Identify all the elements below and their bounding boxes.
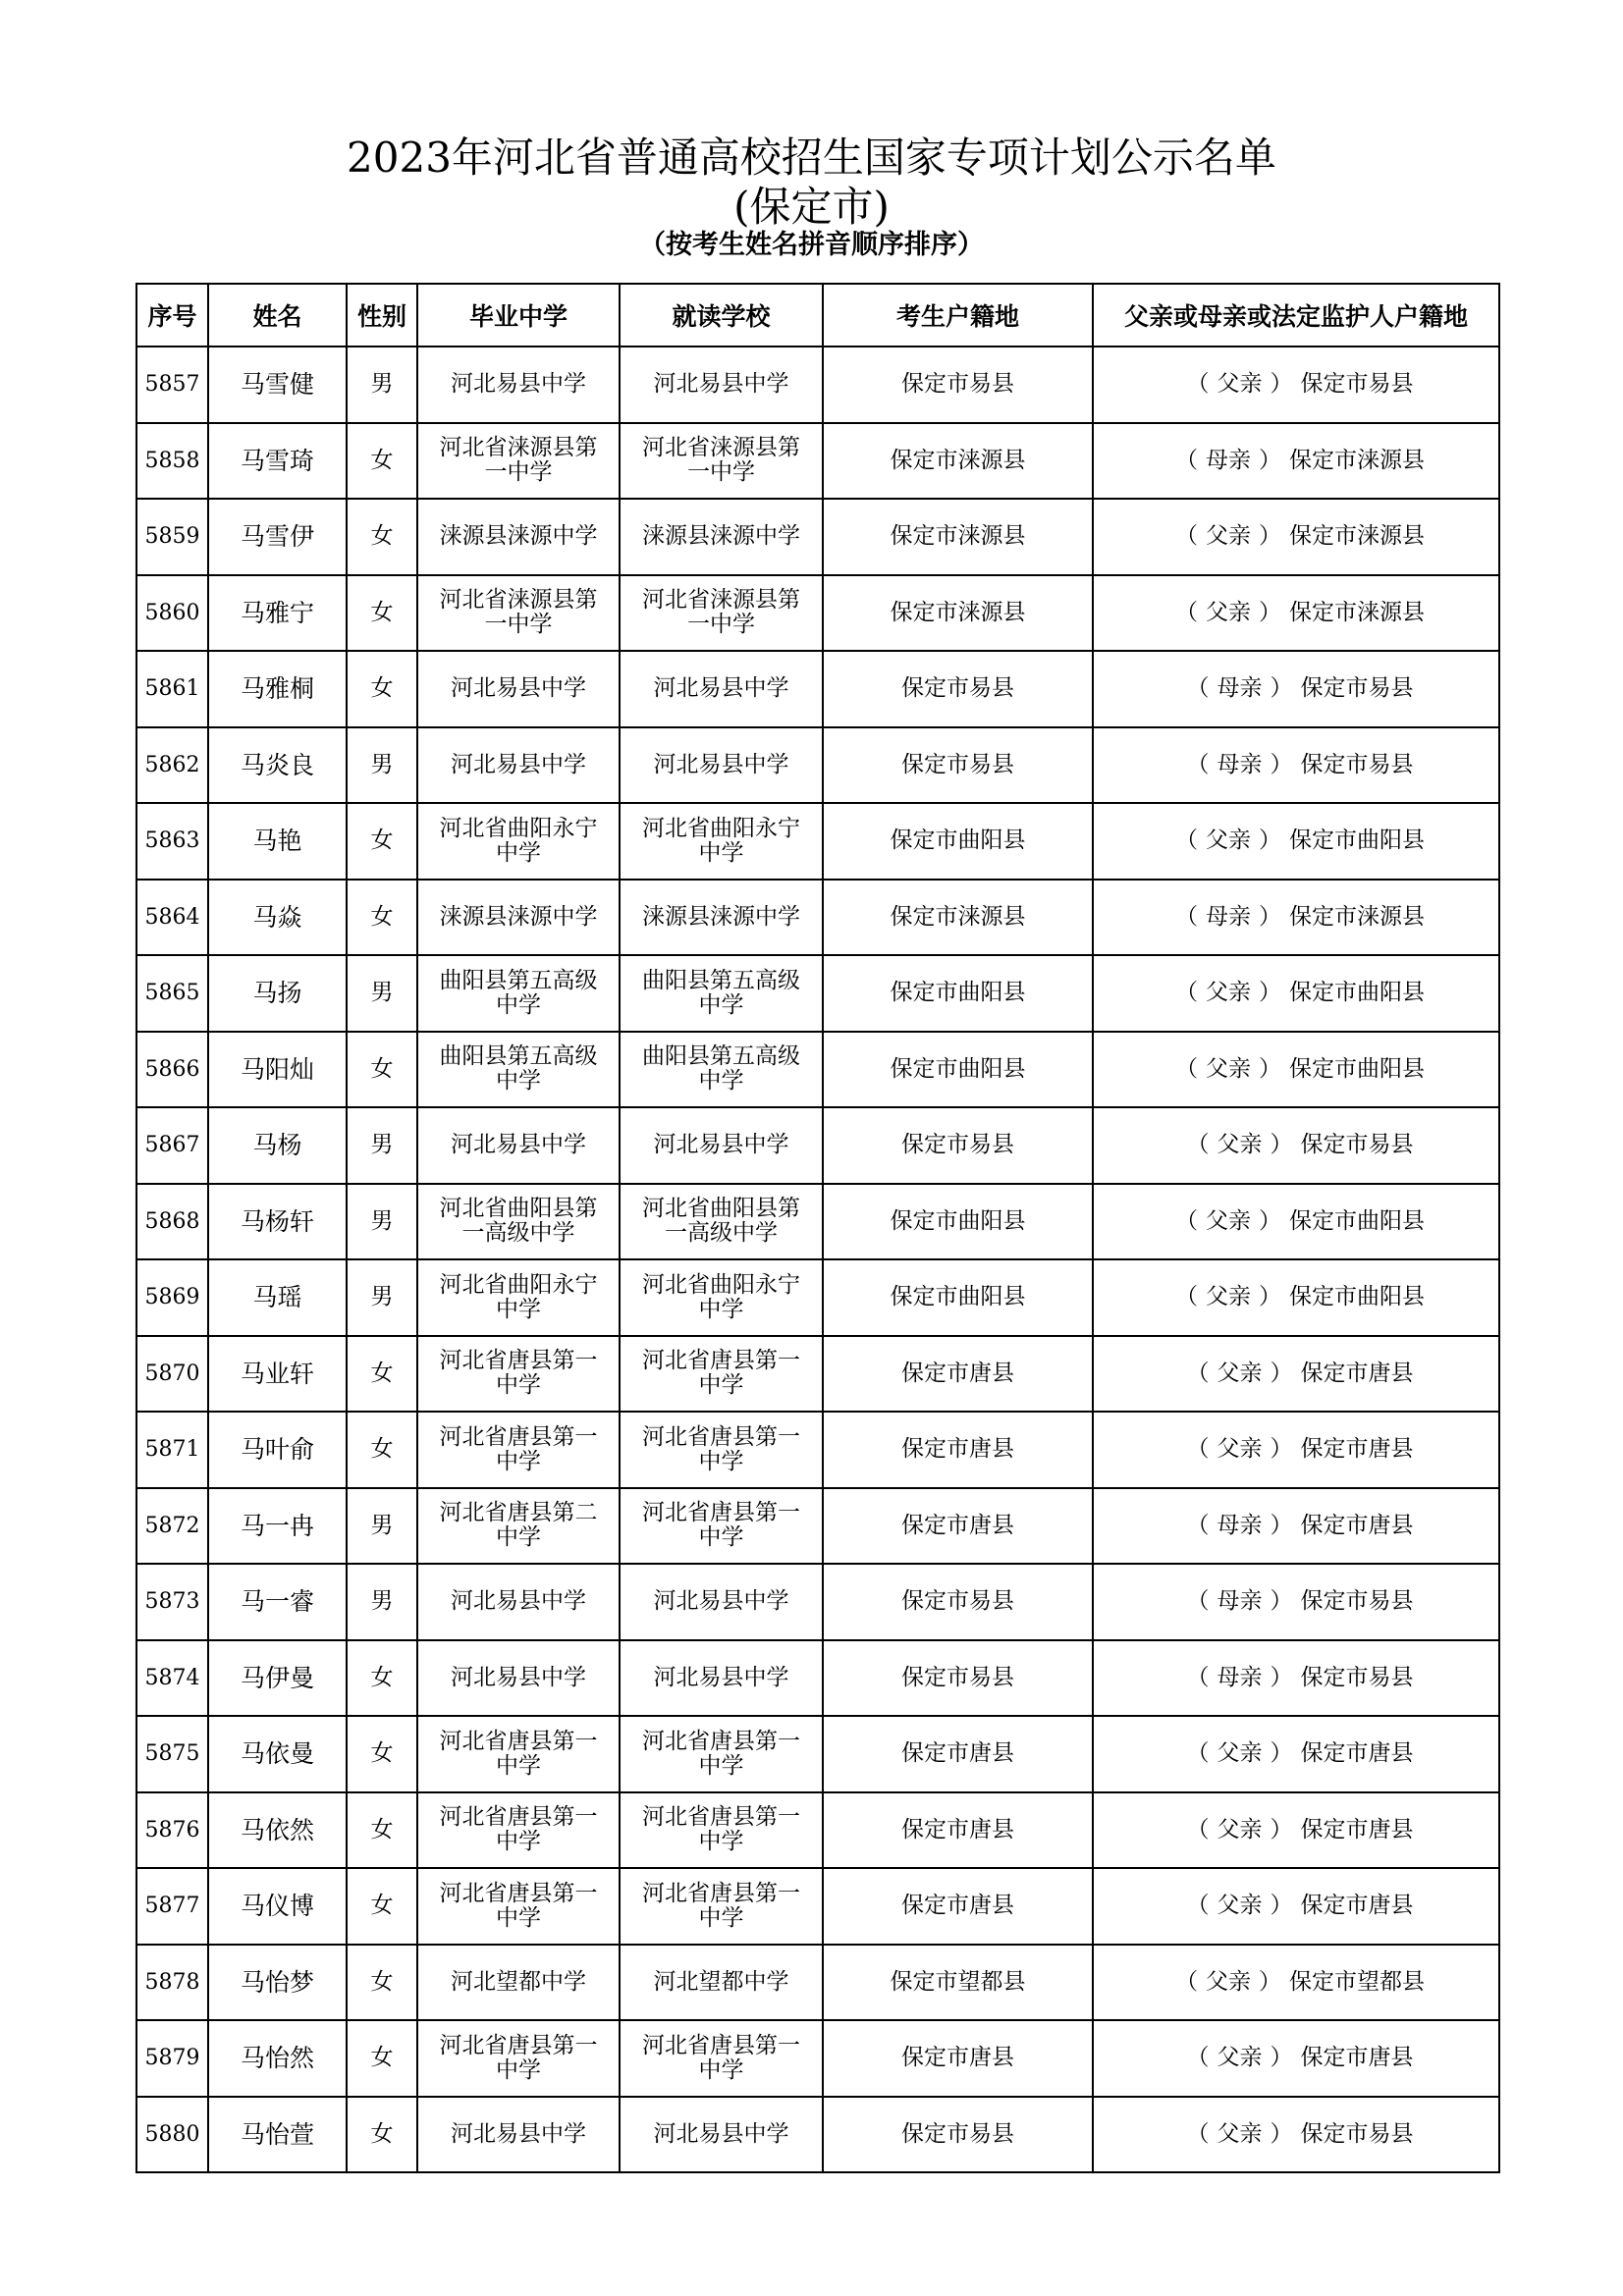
cell-grad-school: 河北省唐县第一中学: [417, 1868, 620, 1945]
cell-name: 马怡萱: [208, 2097, 347, 2173]
cell-household: 保定市唐县: [823, 1868, 1093, 1945]
cell-no: 5860: [136, 575, 208, 652]
table-row: [136, 1032, 1499, 1108]
cell-no: 5858: [136, 423, 208, 500]
cell-guardian-household: （ 父亲 ） 保定市涞源县: [1093, 575, 1499, 652]
cell-guardian-household: （ 父亲 ） 保定市易县: [1093, 1107, 1499, 1184]
cell-no: 5864: [136, 880, 208, 956]
guardian-relation: 父亲: [1206, 1207, 1251, 1234]
table-row: [136, 575, 1499, 652]
cell-no: 5879: [136, 2020, 208, 2097]
cell-household: 保定市易县: [823, 1640, 1093, 1717]
cell-grad-school: 河北易县中学: [417, 1564, 620, 1640]
cell-no: 5870: [136, 1336, 208, 1413]
cell-gender: 女: [347, 1792, 417, 1869]
cell-gender: 女: [347, 2097, 417, 2173]
cell-grad-school: 河北省唐县第一中学: [417, 1336, 620, 1413]
table-row: [136, 1259, 1499, 1336]
guardian-household: 保定市易县: [1300, 1588, 1414, 1615]
cell-household: 保定市唐县: [823, 1792, 1093, 1869]
cell-guardian-household: （ 父亲 ） 保定市曲阳县: [1093, 1184, 1499, 1260]
cell-guardian-household: （ 母亲 ） 保定市涞源县: [1093, 880, 1499, 956]
cell-gender: 男: [347, 347, 417, 423]
column-header-current-school: 就读学校: [620, 284, 823, 347]
table-row: [136, 1336, 1499, 1413]
cell-guardian-household: （ 父亲 ） 保定市易县: [1093, 347, 1499, 423]
cell-name: 马雪健: [208, 347, 347, 423]
cell-name: 马雪伊: [208, 499, 347, 575]
cell-name: 马仪博: [208, 1868, 347, 1945]
cell-grad-school: 河北省唐县第一中学: [417, 1412, 620, 1488]
cell-name: 马雅桐: [208, 651, 347, 727]
cell-no: 5866: [136, 1032, 208, 1108]
guardian-relation: 母亲: [1217, 1588, 1263, 1615]
guardian-household: 保定市曲阳县: [1289, 1284, 1425, 1310]
cell-guardian-household: （ 父亲 ） 保定市唐县: [1093, 2020, 1499, 2097]
cell-current-school: 曲阳县第五高级中学: [620, 1032, 823, 1108]
guardian-household: 保定市易县: [1300, 675, 1414, 702]
guardian-household: 保定市易县: [1300, 751, 1414, 777]
table-row: [136, 1412, 1499, 1488]
cell-no: 5869: [136, 1259, 208, 1336]
cell-household: 保定市望都县: [823, 1945, 1093, 2021]
cell-name: 马业轩: [208, 1336, 347, 1413]
cell-current-school: 河北省唐县第一中学: [620, 1336, 823, 1413]
cell-no: 5863: [136, 803, 208, 880]
cell-current-school: 河北省唐县第一中学: [620, 1488, 823, 1565]
cell-current-school: 河北省唐县第一中学: [620, 1716, 823, 1792]
cell-no: 5871: [136, 1412, 208, 1488]
cell-guardian-household: （ 母亲 ） 保定市易县: [1093, 727, 1499, 804]
cell-guardian-household: （ 父亲 ） 保定市涞源县: [1093, 499, 1499, 575]
cell-household: 保定市曲阳县: [823, 803, 1093, 880]
table-row: [136, 499, 1499, 575]
cell-current-school: 河北省曲阳永宁中学: [620, 803, 823, 880]
guardian-relation: 父亲: [1217, 1816, 1263, 1842]
cell-guardian-household: （ 父亲 ） 保定市曲阳县: [1093, 955, 1499, 1032]
cell-grad-school: 河北省曲阳永宁中学: [417, 1259, 620, 1336]
cell-guardian-household: （ 父亲 ） 保定市曲阳县: [1093, 1032, 1499, 1108]
guardian-household: 保定市易县: [1300, 371, 1414, 398]
cell-no: 5857: [136, 347, 208, 423]
cell-guardian-household: （ 母亲 ） 保定市涞源县: [1093, 423, 1499, 500]
cell-name: 马杨轩: [208, 1184, 347, 1260]
cell-grad-school: 河北易县中学: [417, 727, 620, 804]
guardian-relation: 父亲: [1206, 828, 1251, 854]
cell-no: 5873: [136, 1564, 208, 1640]
cell-no: 5861: [136, 651, 208, 727]
cell-guardian-household: （ 母亲 ） 保定市易县: [1093, 1640, 1499, 1717]
table-row: [136, 2020, 1499, 2097]
cell-guardian-household: （ 父亲 ） 保定市易县: [1093, 2097, 1499, 2173]
cell-guardian-household: （ 父亲 ） 保定市唐县: [1093, 1792, 1499, 1869]
cell-guardian-household: （ 父亲 ） 保定市唐县: [1093, 1868, 1499, 1945]
cell-household: 保定市曲阳县: [823, 1032, 1093, 1108]
cell-grad-school: 河北易县中学: [417, 1640, 620, 1717]
cell-gender: 女: [347, 1640, 417, 1717]
cell-household: 保定市涞源县: [823, 575, 1093, 652]
guardian-household: 保定市唐县: [1300, 1816, 1414, 1842]
guardian-household: 保定市涞源县: [1289, 447, 1425, 473]
page-title: 2023年河北省普通高校招生国家专项计划公示名单: [347, 133, 1276, 182]
cell-name: 马依曼: [208, 1716, 347, 1792]
cell-household: 保定市易县: [823, 2097, 1093, 2173]
cell-gender: 女: [347, 1945, 417, 2021]
cell-gender: 男: [347, 1564, 417, 1640]
cell-grad-school: 曲阳县第五高级中学: [417, 955, 620, 1032]
guardian-relation: 母亲: [1217, 675, 1263, 702]
cell-current-school: 河北易县中学: [620, 2097, 823, 2173]
guardian-household: 保定市唐县: [1300, 1360, 1414, 1386]
cell-current-school: 河北易县中学: [620, 347, 823, 423]
guardian-relation: 母亲: [1217, 1512, 1263, 1538]
cell-name: 马杨: [208, 1107, 347, 1184]
table-row: [136, 2097, 1499, 2173]
cell-household: 保定市曲阳县: [823, 1184, 1093, 1260]
cell-current-school: 河北省涞源县第一中学: [620, 423, 823, 500]
table-row: [136, 1945, 1499, 2021]
guardian-household: 保定市曲阳县: [1289, 980, 1425, 1006]
cell-gender: 男: [347, 727, 417, 804]
cell-current-school: 曲阳县第五高级中学: [620, 955, 823, 1032]
cell-grad-school: 河北易县中学: [417, 347, 620, 423]
guardian-relation: 父亲: [1217, 2120, 1263, 2147]
sort-note: （按考生姓名拼音顺序排序）: [639, 230, 984, 260]
table-row: [136, 1488, 1499, 1565]
cell-no: 5877: [136, 1868, 208, 1945]
table-header-row: [136, 284, 1499, 347]
cell-gender: 女: [347, 2020, 417, 2097]
guardian-relation: 父亲: [1217, 1740, 1263, 1767]
guardian-household: 保定市唐县: [1300, 1436, 1414, 1463]
table-row: [136, 1868, 1499, 1945]
cell-guardian-household: （ 母亲 ） 保定市易县: [1093, 651, 1499, 727]
cell-name: 马艳: [208, 803, 347, 880]
cell-grad-school: 河北易县中学: [417, 2097, 620, 2173]
column-header-no: 序号: [136, 284, 208, 347]
table-row: [136, 1716, 1499, 1792]
cell-no: 5867: [136, 1107, 208, 1184]
cell-no: 5878: [136, 1945, 208, 2021]
guardian-household: 保定市曲阳县: [1289, 828, 1425, 854]
table-row: [136, 803, 1499, 880]
table-row: [136, 347, 1499, 423]
cell-current-school: 河北易县中学: [620, 1107, 823, 1184]
guardian-relation: 父亲: [1217, 1360, 1263, 1386]
cell-grad-school: 河北省涞源县第一中学: [417, 423, 620, 500]
guardian-household: 保定市易县: [1300, 2120, 1414, 2147]
cell-gender: 女: [347, 1336, 417, 1413]
guardian-household: 保定市易县: [1300, 1664, 1414, 1690]
cell-current-school: 河北易县中学: [620, 1640, 823, 1717]
cell-name: 马炎良: [208, 727, 347, 804]
cell-name: 马伊曼: [208, 1640, 347, 1717]
cell-gender: 女: [347, 575, 417, 652]
guardian-relation: 母亲: [1217, 751, 1263, 777]
guardian-household: 保定市涞源县: [1289, 523, 1425, 550]
cell-grad-school: 河北省曲阳永宁中学: [417, 803, 620, 880]
cell-gender: 女: [347, 803, 417, 880]
cell-grad-school: 河北省唐县第一中学: [417, 2020, 620, 2097]
guardian-household: 保定市易县: [1300, 1132, 1414, 1158]
guardian-household: 保定市望都县: [1289, 1968, 1425, 1995]
cell-household: 保定市曲阳县: [823, 955, 1093, 1032]
guardian-relation: 父亲: [1217, 2045, 1263, 2071]
cell-current-school: 涞源县涞源中学: [620, 499, 823, 575]
table-row: [136, 880, 1499, 956]
table-row: [136, 955, 1499, 1032]
cell-current-school: 河北省唐县第一中学: [620, 1868, 823, 1945]
table-row: [136, 1640, 1499, 1717]
guardian-relation: 父亲: [1206, 1055, 1251, 1082]
cell-name: 马一冉: [208, 1488, 347, 1565]
cell-household: 保定市涞源县: [823, 880, 1093, 956]
guardian-relation: 父亲: [1206, 1284, 1251, 1310]
cell-current-school: 河北望都中学: [620, 1945, 823, 2021]
cell-grad-school: 河北易县中学: [417, 1107, 620, 1184]
cell-name: 马怡然: [208, 2020, 347, 2097]
guardian-household: 保定市唐县: [1300, 1740, 1414, 1767]
cell-grad-school: 河北省唐县第一中学: [417, 1716, 620, 1792]
cell-gender: 女: [347, 880, 417, 956]
guardian-relation: 母亲: [1206, 447, 1251, 473]
table-row: [136, 1792, 1499, 1869]
cell-grad-school: 涞源县涞源中学: [417, 499, 620, 575]
cell-household: 保定市曲阳县: [823, 1259, 1093, 1336]
guardian-household: 保定市涞源县: [1289, 903, 1425, 930]
cell-current-school: 河北易县中学: [620, 651, 823, 727]
cell-gender: 男: [347, 955, 417, 1032]
cell-current-school: 河北易县中学: [620, 1564, 823, 1640]
cell-grad-school: 河北省唐县第二中学: [417, 1488, 620, 1565]
cell-no: 5872: [136, 1488, 208, 1565]
cell-grad-school: 河北易县中学: [417, 651, 620, 727]
cell-name: 马雪琦: [208, 423, 347, 500]
page-subtitle: (保定市): [733, 183, 890, 231]
cell-household: 保定市唐县: [823, 1412, 1093, 1488]
cell-name: 马焱: [208, 880, 347, 956]
cell-grad-school: 河北省曲阳县第一高级中学: [417, 1184, 620, 1260]
cell-guardian-household: （ 父亲 ） 保定市望都县: [1093, 1945, 1499, 2021]
guardian-relation: 父亲: [1206, 523, 1251, 550]
column-header-household: 考生户籍地: [823, 284, 1093, 347]
guardian-household: 保定市曲阳县: [1289, 1207, 1425, 1234]
cell-current-school: 河北省唐县第一中学: [620, 2020, 823, 2097]
guardian-household: 保定市曲阳县: [1289, 1055, 1425, 1082]
cell-name: 马叶俞: [208, 1412, 347, 1488]
guardian-relation: 父亲: [1217, 371, 1263, 398]
guardian-relation: 母亲: [1206, 903, 1251, 930]
cell-gender: 女: [347, 1716, 417, 1792]
cell-gender: 女: [347, 1868, 417, 1945]
cell-name: 马一睿: [208, 1564, 347, 1640]
table-row: [136, 1107, 1499, 1184]
guardian-relation: 父亲: [1206, 980, 1251, 1006]
cell-guardian-household: （ 父亲 ） 保定市唐县: [1093, 1336, 1499, 1413]
guardian-household: 保定市唐县: [1300, 2045, 1414, 2071]
guardian-household: 保定市唐县: [1300, 1893, 1414, 1919]
column-header-grad-school: 毕业中学: [417, 284, 620, 347]
cell-household: 保定市唐县: [823, 1716, 1093, 1792]
cell-gender: 男: [347, 1259, 417, 1336]
cell-household: 保定市唐县: [823, 1336, 1093, 1413]
cell-current-school: 河北省唐县第一中学: [620, 1792, 823, 1869]
guardian-relation: 父亲: [1217, 1893, 1263, 1919]
guardian-relation: 父亲: [1206, 1968, 1251, 1995]
cell-guardian-household: （ 父亲 ） 保定市唐县: [1093, 1412, 1499, 1488]
cell-gender: 女: [347, 423, 417, 500]
cell-name: 马雅宁: [208, 575, 347, 652]
cell-no: 5868: [136, 1184, 208, 1260]
table-row: [136, 727, 1499, 804]
cell-no: 5859: [136, 499, 208, 575]
cell-no: 5874: [136, 1640, 208, 1717]
cell-name: 马怡梦: [208, 1945, 347, 2021]
cell-household: 保定市唐县: [823, 1488, 1093, 1565]
cell-no: 5876: [136, 1792, 208, 1869]
cell-guardian-household: （ 父亲 ） 保定市唐县: [1093, 1716, 1499, 1792]
column-header-gender: 性别: [347, 284, 417, 347]
cell-household: 保定市唐县: [823, 2020, 1093, 2097]
cell-gender: 女: [347, 1412, 417, 1488]
cell-gender: 男: [347, 1488, 417, 1565]
cell-current-school: 河北省曲阳县第一高级中学: [620, 1184, 823, 1260]
guardian-household: 保定市涞源县: [1289, 599, 1425, 625]
cell-name: 马瑶: [208, 1259, 347, 1336]
cell-no: 5875: [136, 1716, 208, 1792]
cell-no: 5865: [136, 955, 208, 1032]
cell-gender: 男: [347, 1184, 417, 1260]
table-row: [136, 423, 1499, 500]
table-row: [136, 1564, 1499, 1640]
cell-grad-school: 涞源县涞源中学: [417, 880, 620, 956]
cell-guardian-household: （ 母亲 ） 保定市易县: [1093, 1564, 1499, 1640]
cell-gender: 女: [347, 499, 417, 575]
cell-current-school: 河北省曲阳永宁中学: [620, 1259, 823, 1336]
cell-gender: 女: [347, 1032, 417, 1108]
cell-grad-school: 河北省唐县第一中学: [417, 1792, 620, 1869]
guardian-relation: 父亲: [1217, 1436, 1263, 1463]
column-header-guardian-household: 父亲或母亲或法定监护人户籍地: [1093, 284, 1499, 347]
guardian-household: 保定市唐县: [1300, 1512, 1414, 1538]
guardian-relation: 母亲: [1217, 1664, 1263, 1690]
cell-current-school: 涞源县涞源中学: [620, 880, 823, 956]
cell-household: 保定市易县: [823, 651, 1093, 727]
cell-current-school: 河北省唐县第一中学: [620, 1412, 823, 1488]
cell-guardian-household: （ 父亲 ） 保定市曲阳县: [1093, 803, 1499, 880]
cell-no: 5880: [136, 2097, 208, 2173]
cell-no: 5862: [136, 727, 208, 804]
column-header-name: 姓名: [208, 284, 347, 347]
cell-household: 保定市易县: [823, 727, 1093, 804]
cell-name: 马阳灿: [208, 1032, 347, 1108]
cell-guardian-household: （ 母亲 ） 保定市唐县: [1093, 1488, 1499, 1565]
cell-gender: 男: [347, 1107, 417, 1184]
table-row: [136, 1184, 1499, 1260]
cell-grad-school: 河北望都中学: [417, 1945, 620, 2021]
cell-household: 保定市易县: [823, 347, 1093, 423]
cell-guardian-household: （ 父亲 ） 保定市曲阳县: [1093, 1259, 1499, 1336]
cell-household: 保定市易县: [823, 1107, 1093, 1184]
cell-grad-school: 曲阳县第五高级中学: [417, 1032, 620, 1108]
guardian-relation: 父亲: [1206, 599, 1251, 625]
cell-name: 马扬: [208, 955, 347, 1032]
cell-name: 马依然: [208, 1792, 347, 1869]
cell-current-school: 河北易县中学: [620, 727, 823, 804]
cell-current-school: 河北省涞源县第一中学: [620, 575, 823, 652]
cell-household: 保定市易县: [823, 1564, 1093, 1640]
cell-gender: 女: [347, 651, 417, 727]
guardian-relation: 父亲: [1217, 1132, 1263, 1158]
table-row: [136, 651, 1499, 727]
cell-grad-school: 河北省涞源县第一中学: [417, 575, 620, 652]
cell-household: 保定市涞源县: [823, 499, 1093, 575]
cell-household: 保定市涞源县: [823, 423, 1093, 500]
admission-list-table: [135, 283, 1500, 2173]
